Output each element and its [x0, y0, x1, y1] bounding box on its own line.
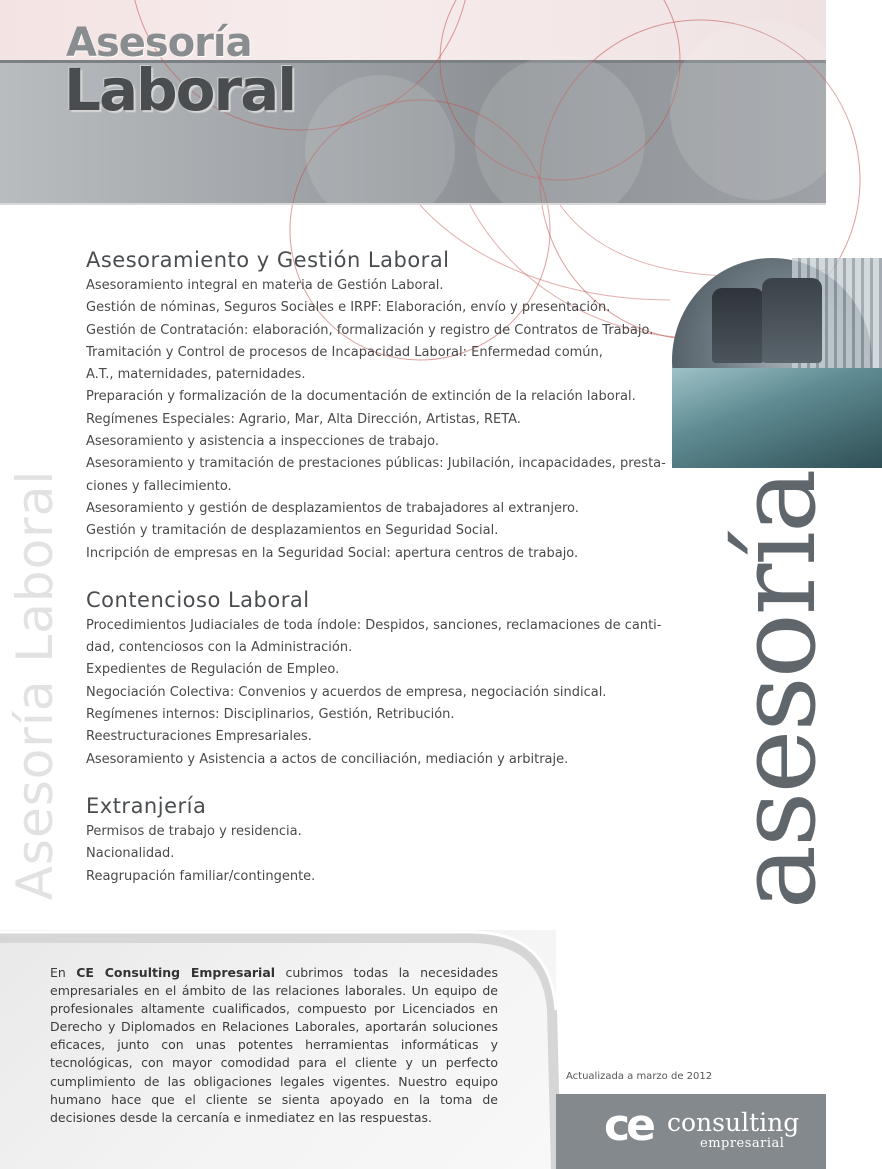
- services-content: [86, 247, 686, 910]
- section-title: Extranjería: [86, 793, 207, 818]
- list-item: Gestión de nóminas, Seguros Sociales e IRPF: Elaboración, envío y presentación.: [86, 300, 611, 316]
- list-item: Gestión y tramitación de desplazamientos en Seguridad Social.: [86, 523, 499, 539]
- side-watermark-left-text: Asesoría Laboral: [6, 469, 64, 901]
- photo-glass-table: [672, 368, 882, 468]
- section-list: [86, 821, 686, 888]
- list-item: Incripción de empresas en la Seguridad Social: apertura centros de trabajo.: [86, 545, 579, 561]
- list-item: Asesoramiento y asistencia a inspecciones de trabajo.: [86, 434, 439, 450]
- section-contencioso: [86, 587, 686, 771]
- list-item: Preparación y formalización de la documentación de extinción de la relación laboral.: [86, 389, 636, 405]
- brand-logo-mark: ce: [604, 1100, 652, 1151]
- list-item: Permisos de trabajo y residencia.: [86, 823, 302, 839]
- list-item: Regímenes internos: Disciplinarios, Gestión, Retribución.: [86, 707, 455, 723]
- section-title: Contencioso Laboral: [86, 587, 310, 612]
- office-photo: [672, 258, 872, 463]
- list-item: Tramitación y Control de procesos de Incapacidad Laboral: Enfermedad común,: [86, 344, 603, 360]
- list-item: Regímenes Especiales: Agrario, Mar, Alta Dirección, Artistas, RETA.: [86, 411, 521, 427]
- list-item: Asesoramiento y gestión de desplazamientos de trabajadores al extranjero.: [86, 500, 579, 516]
- intro-prefix: En: [50, 965, 77, 980]
- list-item: Negociación Colectiva: Convenios y acuerdos de empresa, negociación sindical.: [86, 684, 607, 700]
- intro-company: CE Consulting Empresarial: [76, 965, 276, 980]
- intro-text: cubrimos todas la necesidades empresariales en el ámbito de las relaciones laborales. Un equipo de profesionales altamente cualificados, compuesto por Licenciados en Derecho y Diplomados en Relaciones Laborales, aportarán soluciones eficaces, junto con unas potentes herramientas informáticas y tecnológicas, con mayor comodidad para el cliente y un perfecto cumplimiento de las obligaciones legales vigentes. Nuestro equipo humano hace que el cliente se sienta apoyado en la toma de decisiones desde la cercanía e inmediatez en las respuestas.: [50, 965, 498, 1125]
- list-item: Gestión de Contratación: elaboración, formalización y registro de Contratos de Trabajo.: [86, 322, 654, 338]
- side-watermark-right-text: asesoría: [715, 470, 840, 910]
- section-asesoramiento: [86, 247, 686, 565]
- section-extranjeria: [86, 793, 686, 888]
- section-list: [86, 615, 686, 771]
- list-item: A.T., maternidades, paternidades.: [86, 367, 306, 383]
- page-title-line2: Laboral: [64, 56, 296, 124]
- section-title: Asesoramiento y Gestión Laboral: [86, 248, 450, 272]
- photo-chair: [762, 278, 822, 363]
- section-list: [86, 275, 686, 565]
- list-item: Expedientes de Regulación de Empleo.: [86, 662, 340, 678]
- brand-logo-line2: empresarial: [700, 1136, 785, 1151]
- brand-logo-line1: consulting: [667, 1108, 800, 1137]
- list-item: Reagrupación familiar/contingente.: [86, 868, 316, 884]
- side-watermark-left: [0, 470, 90, 900]
- list-item: Asesoramiento y Asistencia a actos de conciliación, mediación y arbitraje.: [86, 751, 569, 767]
- list-item: Asesoramiento y tramitación de prestaciones públicas: Jubilación, incapacidades, presta-: [86, 456, 666, 472]
- list-item: dad, contenciosos con la Administración.: [86, 640, 353, 656]
- list-item: Reestructuraciones Empresariales.: [86, 729, 312, 745]
- list-item: Asesoramiento integral en materia de Gestión Laboral.: [86, 278, 444, 293]
- updated-date: Actualizada a marzo de 2012: [566, 1071, 713, 1082]
- photo-chair: [712, 288, 764, 363]
- list-item: ciones y fallecimiento.: [86, 478, 232, 494]
- list-item: Procedimientos Judiaciales de toda índole: Despidos, sanciones, reclamaciones de canti-: [86, 617, 662, 633]
- list-item: Nacionalidad.: [86, 846, 175, 862]
- side-watermark-right: [715, 470, 840, 910]
- page-title-line1: Asesoría: [66, 20, 252, 66]
- intro-paragraph: [50, 964, 498, 1127]
